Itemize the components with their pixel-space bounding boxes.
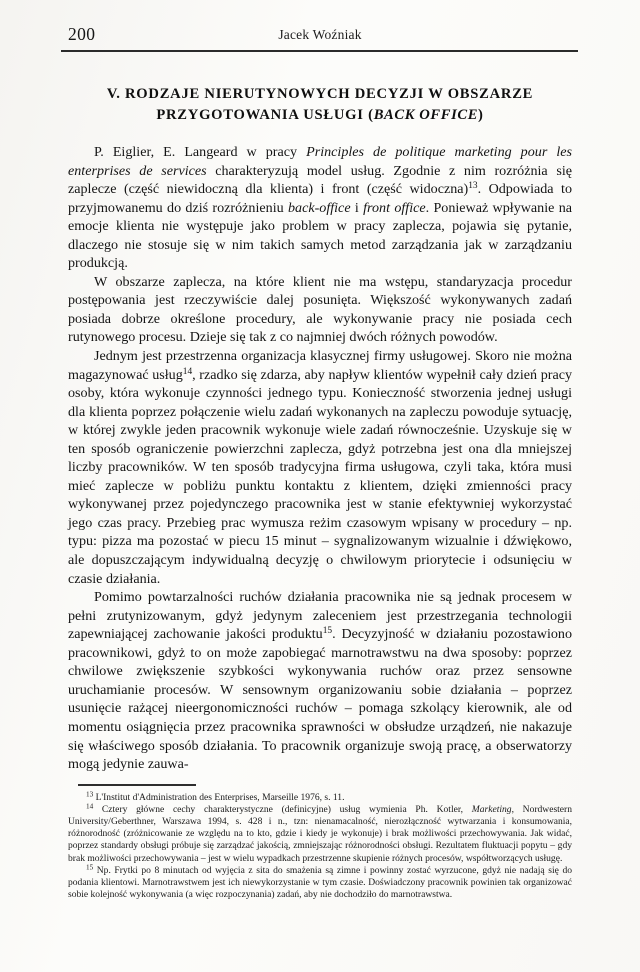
emphasis-text: Principles de politique marketing pour les enterprises de services: [68, 144, 572, 179]
emphasis-text: Marketing: [471, 804, 512, 816]
body-paragraph: [68, 143, 572, 273]
footnotes-section: [68, 784, 572, 902]
running-head: [68, 24, 572, 58]
section-heading: [68, 84, 572, 126]
text-run: . Ponieważ wpływanie na emocje klienta nie występuje jako problem w pracy zaplecza, pojawia się pytanie, dlaczego nie stosuje się w nim takich samych metod zarządzania jak w zarządzaniu produkcją.: [68, 199, 573, 272]
footnote-reference: 13: [468, 181, 478, 192]
emphasis-text: back-office: [287, 199, 351, 216]
text-run: , Nordwestern University/Geberthner, Warszawa 1994, s. 428 i n., tzn: nienamacalność, nierozłączność wytwarzania i konsumowania, różnorodność (zróżnicowanie ze względu na to kto, gdzie i kiedy je wykonuje) i brak możliwości przechowywania. Jak widać, poprzez standardy obsługi próbuje się zarządzać jakością, zmniejszając różnorodności obsługi. Rezultatem fluktuacji popytu – gdy brak możliwości przechowywania – jest w wielu wypadkach przestrzenne skupienie różnych procesów, współtworzących usługę.: [68, 804, 572, 864]
text-run: Jednym jest przestrzenna organizacja klasycznej firmy usługowej. Skoro nie można magazynować usług: [68, 348, 572, 383]
section-heading-line1: V. RODZAJE NIERUTYNOWYCH DECYZJI W OBSZARZE: [106, 86, 534, 102]
text-run: charakteryzują model usług. Zgodnie z nim rozróżnia się zaplecze (część niewidoczną dla klienta) i front (część widoczna): [68, 162, 572, 198]
page-number: 200: [68, 24, 96, 44]
body-text: [68, 143, 572, 774]
text-run: , rzadko się zdarza, aby napływ klientów wypełnił cały dzień pracy osoby, która wykonuje czynności jednego typu. Konieczność stworzenia jednej usługi dla klienta poprzez połączenie wielu zadań wykonanych na zapleczu powoduje sytuację, w której zwykle jeden pracownik wykonuje wiele zadań równocześnie. Uzyskuje się w ten sposób ograniczenie powierzchni zaplecza, gdyż potrzebna jest ona dla mniejszej liczby pracowników. W ten sposób tradycyjna firma usługowa, czyli taka, która musi mieć zaplecze w pobliżu punktu kontaktu z klientem, dzięki zmienności pracy wykonywanej przez pojedynczego pracownika jest w stanie efektywniej wykorzystać jego czas pracy. Przebieg prac wymusza reżim czasowym wpisany w procedury – np. typu: pizza ma pozostać w piecu 15 minut – sygnalizowanym wizualnie i dźwiękowo, ale dopuszczającym indywidualną decyzję o chwilowym priorytecie i odsunięciu w czasie działania.: [68, 366, 572, 587]
section-heading-line2-suffix: ): [478, 107, 484, 123]
section-heading-line2-prefix: PRZYGOTOWANIA USŁUGI (: [156, 107, 374, 123]
footnote-list: [68, 792, 572, 902]
body-paragraph: [68, 588, 572, 773]
footnote-entry: [68, 792, 572, 804]
footnote-entry: [68, 804, 572, 864]
footnote-entry: [68, 865, 572, 901]
section-heading-emphasis: BACK OFFICE: [373, 107, 479, 123]
text-run: . Decyzyjność w działaniu pozostawiono pracownikowi, gdyż to on może zapobiegać marnotrawstwu na dwa sposoby: poprzez chwilowe zwiększenie szybkości wykonywania ruchów oraz przez sensowne uruchamianie procesów. W sensownym organizowaniu sobie działania – poprzez usunięcie rażącej nieergonomiczności ruchów – pomaga szkolący kierownik, ale od momentu osiągnięcia przez pracownika sprawności w obsłudze urządzeń, nie nakazuje się właściwego sposób działania. To pracownik organizuje swoją pracę, a obserwatorzy mogą jedynie zauwa-: [68, 626, 572, 773]
page-content: [68, 0, 572, 972]
running-title: Jacek Woźniak: [278, 27, 362, 42]
text-run: i: [350, 199, 364, 216]
emphasis-text: front office: [363, 199, 426, 216]
footnote-reference: 14: [182, 366, 193, 377]
body-paragraph: [68, 347, 572, 588]
footnote-marker: 14: [86, 802, 94, 811]
text-run: W obszarze zaplecza, na które klient nie ma wstępu, standaryzacja procedur postępowania jest rzeczywiście dalej posunięta. Większość wykonywanych zadań posiada dobrze określone procedury, ale wykonywanie pracy nie posiada cech rutynowego procesu. Dzieje się tak z co najmniej dwóch różnych powodów.: [68, 273, 572, 346]
text-run: Np. Frytki po 8 minutach od wyjęcia z sita do smażenia są zimne i powinny zostać wyrzucone, gdyż nie nadają się do podania klientowi. Marnotrawstwem jest ich niewykorzystanie w tym czasie. Doświadczony pracownik powinien tak organizować sobie kolejność wykonywania (a więc rozpoczynania) zadań, aby nie dochodziło do marnotrawstwa.: [68, 865, 572, 901]
header-rule: [61, 50, 578, 52]
text-run: Pomimo powtarzalności ruchów działania pracownika nie są jednak procesem w pełni zrutynizowanym, gdyż jedynym zaleceniem jest przestrzegania technologii zapewniającej zachowanie jakości produktu: [68, 589, 572, 643]
footnote-marker: 15: [86, 863, 94, 872]
footnote-marker: 13: [86, 790, 94, 799]
text-run: Cztery główne cechy charakterystyczne (definicyjne) usług wymienia Ph. Kotler,: [93, 804, 472, 816]
footnote-separator-rule: [78, 784, 196, 786]
footnote-reference: 15: [322, 626, 333, 637]
body-paragraph: [68, 273, 572, 347]
text-run: . Odpowiada to przyjmowanemu do dziś rozróżnieniu: [68, 181, 572, 216]
text-run: P. Eiglier, E. Langeard w pracy: [94, 144, 307, 160]
text-run: L'Institut d'Administration des Enterprises, Marseille 1976, s. 11.: [93, 791, 345, 803]
